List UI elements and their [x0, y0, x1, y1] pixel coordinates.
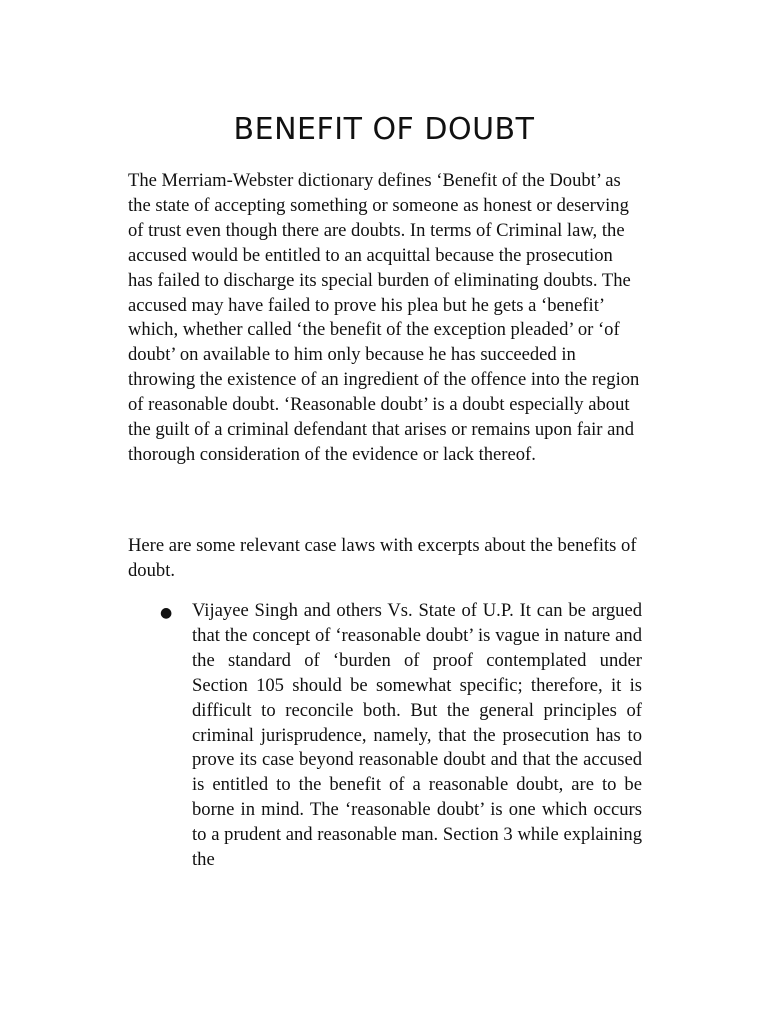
paragraph-definition: The Merriam-Webster dictionary defines ‘Benefit of the Doubt’ as the state of accepting something or someone as honest or deserving of trust even though there are doubts. In terms of Criminal law, the accused would be entitled to an acquittal because the prosecution has failed to discharge its special burden of eliminating doubts. The accused may have failed to prove his plea but he gets a ‘benefit’ which, whether called ‘the benefit of the exception pleaded’ or ‘of doubt’ on available to him only because he has succeeded in throwing the existence of an ingredient of the offence into the region of reasonable doubt. ‘Reasonable doubt’ is a doubt especially about the guilt of a criminal defendant that arises or remains upon fair and thorough consideration of the evidence or lack thereof. [128, 170, 640, 465]
case-law-excerpt: Vijayee Singh and others Vs. State of U.P. It can be argued that the concept of ‘reasonable doubt’ is vague in nature and the standard of ‘burden of proof contemplated under Section 105 should be somewhat specific; therefore, it is difficult to reconcile both. But the general principles of criminal jurisprudence, namely, that the prosecution has to prove its case beyond reasonable doubt and that the accused is entitled to the benefit of a reasonable doubt, are to be borne in mind. The ‘reasonable doubt’ is one which occurs to a prudent and reasonable man. Section 3 while explaining the [192, 600, 642, 871]
bullet-icon: ● [160, 605, 173, 621]
paragraph-case-laws-intro: Here are some relevant case laws with excerpts about the benefits of doubt. [128, 535, 637, 581]
document-title: BENEFIT OF DOUBT [233, 112, 535, 147]
list-item [160, 599, 642, 873]
case-law-list [160, 599, 642, 873]
